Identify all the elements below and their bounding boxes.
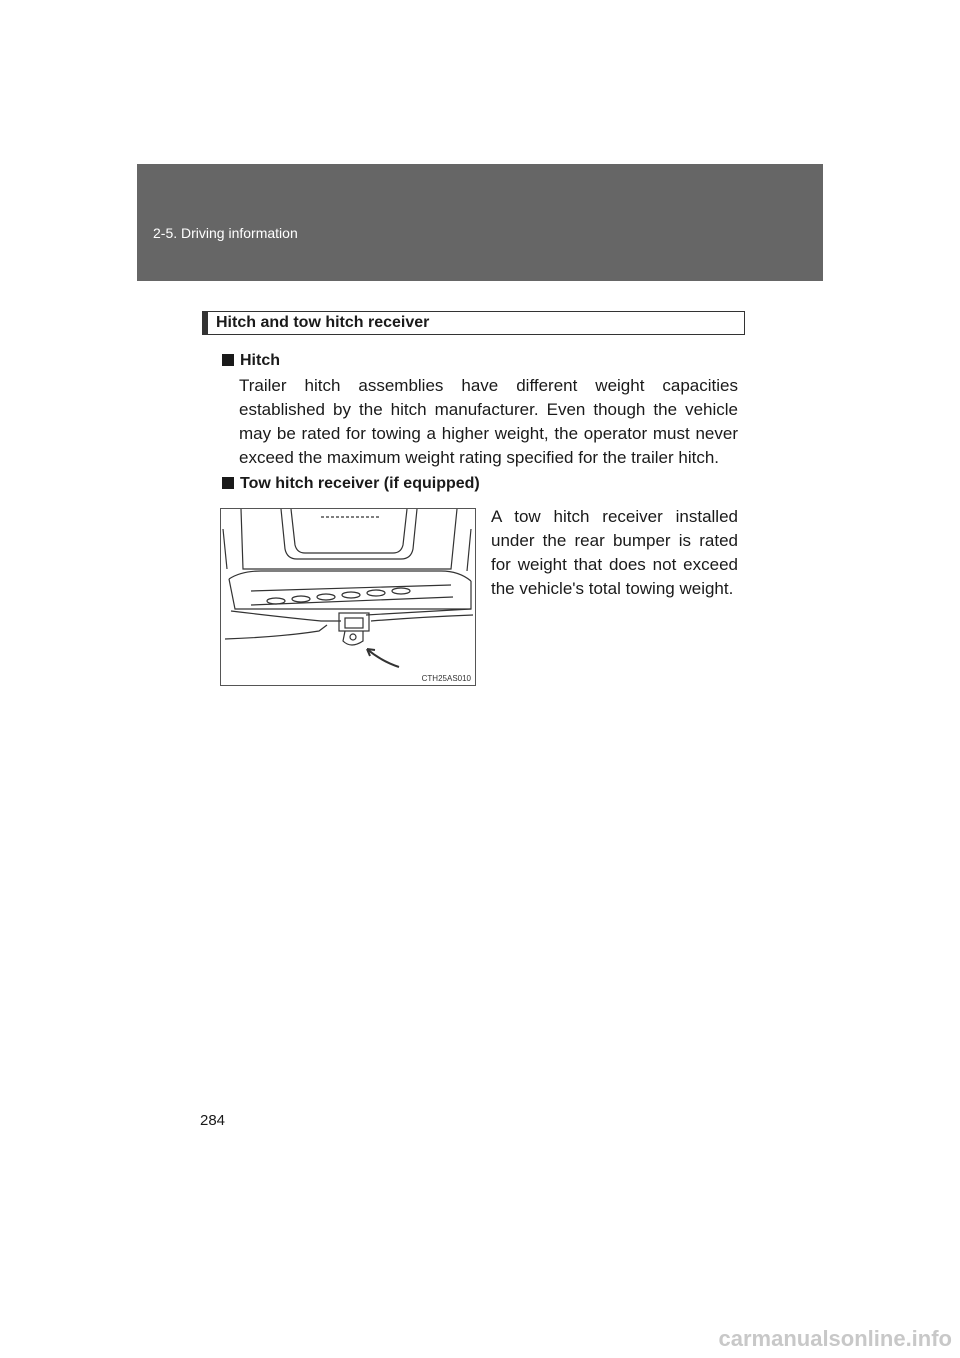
square-bullet-icon [222, 477, 234, 489]
hitch-heading [222, 352, 280, 370]
rear-bumper-drawing [221, 509, 475, 685]
tow-hitch-illustration [220, 508, 476, 686]
page-number: 284 [200, 1112, 226, 1129]
section-label: 2-5. Driving information [153, 225, 298, 241]
watermark-text: carmanualsonline.info [718, 1326, 952, 1351]
header-band [137, 164, 823, 281]
hitch-paragraph: Trailer hitch assemblies have different weight capacities established by the hitch manufacturer. Even though the vehicle may be rated for towing a higher weight, the operator must never exceed the maximum weight rating specified for the trailer hitch. [239, 376, 738, 467]
figure-code: CTH25AS010 [421, 674, 471, 683]
square-bullet-icon [222, 354, 234, 366]
section-title: Hitch and tow hitch receiver [216, 314, 430, 331]
receiver-paragraph: A tow hitch receiver installed under the rear bumper is rated for weight that does not exceed the vehicle's total towing weight. [491, 507, 738, 598]
section-title-box [202, 311, 745, 335]
receiver-heading-text: Tow hitch receiver (if equipped) [240, 475, 480, 492]
hitch-heading-text: Hitch [240, 352, 280, 369]
receiver-heading [222, 475, 480, 493]
